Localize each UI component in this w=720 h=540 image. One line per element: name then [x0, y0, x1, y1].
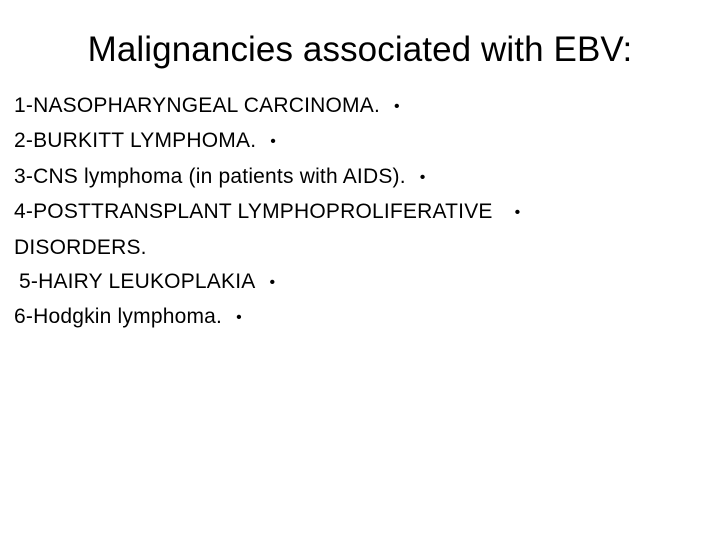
list-item-text: 5-HAIRY LEUKOPLAKIA	[19, 270, 256, 294]
list-item	[14, 124, 714, 159]
list-item	[14, 89, 714, 124]
bullet-icon: •	[236, 309, 242, 327]
list-item-text: 6-Hodgkin lymphoma.	[14, 305, 223, 329]
bullet-icon: •	[393, 98, 400, 115]
list-item-text: 1-NASOPHARYNGEAL CARCINOMA.	[14, 94, 380, 117]
bullet-icon: •	[270, 133, 277, 151]
list-item	[14, 160, 714, 195]
bullet-icon: •	[514, 204, 521, 222]
slide-title: Malignancies associated with EBV:	[87, 30, 633, 69]
list-item-text: 2-BURKITT LYMPHOMA.	[14, 129, 257, 153]
list-item	[14, 265, 714, 300]
list-item	[14, 195, 714, 230]
list-item	[14, 300, 714, 335]
list-item-text: 3-CNS lymphoma (in patients with AIDS).	[14, 164, 406, 188]
slide-body	[14, 89, 714, 336]
list-item-text: 4-POSTTRANSPLANT LYMPHOPROLIFERATIVE	[14, 200, 493, 224]
bullet-icon: •	[269, 274, 276, 292]
list-item-text: DISORDERS.	[14, 235, 147, 259]
list-item-continuation	[14, 231, 714, 265]
bullet-icon: •	[419, 168, 426, 186]
